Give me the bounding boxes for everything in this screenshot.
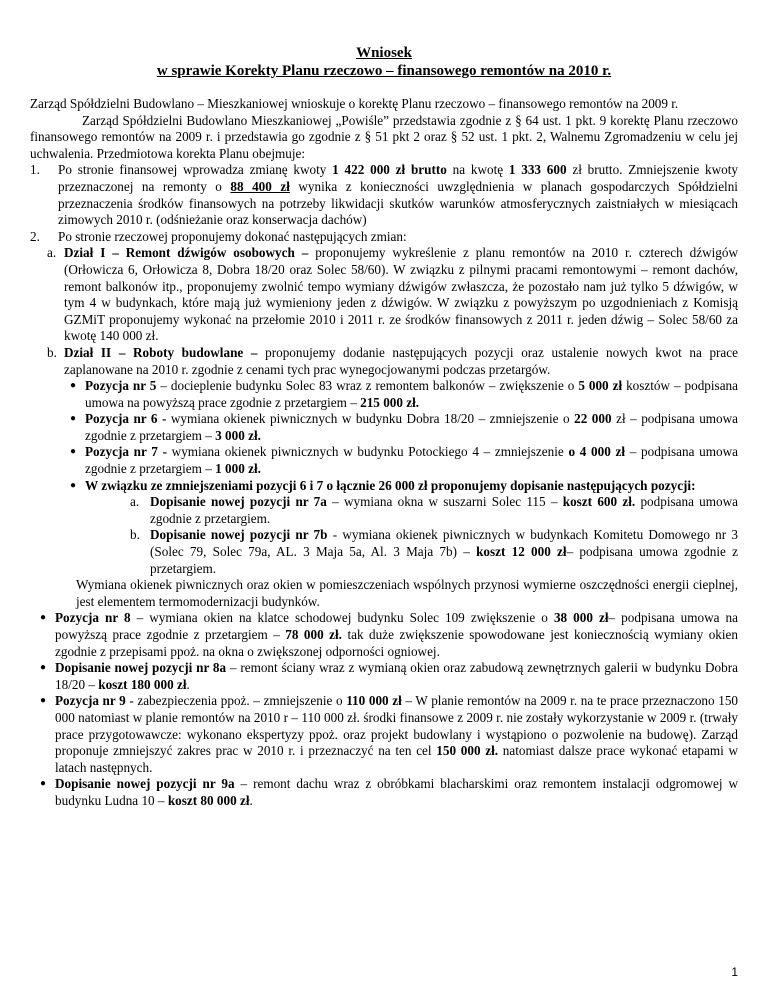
bullet-icon: ● (70, 380, 77, 392)
document-title (0, 44, 768, 80)
intro-paragraph-1: Zarząd Spółdzielni Budowlano – Mieszkaniowej wnioskuje o korektę Planu rzeczowo – finansowego remontów na 2009 r. (30, 96, 679, 111)
bullet-icon: ● (70, 413, 77, 425)
page-number: 1 (731, 965, 738, 979)
sub-item-a: a. Dopisanie nowej pozycji nr 7a – wymiana okna w suszarni Solec 115 – koszt 600 zł. podpisana umowa zgodnie z przetargiem. (130, 494, 739, 526)
bullet-icon: ● (40, 612, 47, 624)
bullet-icon: ● (40, 778, 47, 790)
note-paragraph: Wymiana okienek piwnicznych oraz okien w pomieszczeniach wspólnych przynosi wymierne oszczędności energii cieplnej, jest elementem termomodernizacji budynków. (76, 577, 738, 609)
sub-item-b: b. Dopisanie nowej pozycji nr 7b - wymiana okienek piwnicznych w budynkach Komitetu Domowego nr 3 (Solec 79, Solec 79a, AL. 3 Maja 5a, Al. 3 Maja 7b) – koszt 12 000 zł– podpisana umowa zgodnie z przetargiem. (130, 527, 738, 576)
list-marker: 1. (30, 162, 40, 178)
document-body (30, 96, 738, 810)
list-marker: a. (130, 494, 140, 510)
bullet-item: ● Pozycja nr 6 - wymiana okienek piwnicznych w budynku Dobra 18/20 – zmniejszenie o 22 000 zł – podpisana umowa zgodnie z przetargiem – 3 000 zł. (70, 411, 739, 443)
list-marker: b. (130, 527, 140, 543)
list-marker: b. (47, 344, 57, 360)
bullet-icon: ● (40, 662, 47, 674)
bullet-item: ● Dopisanie nowej pozycji nr 9a – remont dachu wraz z obróbkami blacharskimi oraz remontem instalacji odgromowej w budynku Ludna 10 – koszt 80 000 zł. (40, 776, 739, 808)
bullet-item: ● Pozycja nr 9 - zabezpieczenia ppoż. – zmniejszenie o 110 000 zł – W planie remontów na 2009 r. na te prace przeznaczono 150 000 natomiast w planie remontów na 2010 r – 110 000 zł. środki finansowe z 2009 r. nie zostały wykorzystanie w 2009 r. (trwały prace przygotowawcze: wykonano ekspertyzy ppoż. oraz projekt budowlany i wystąpiono o pozwolenie na budowę). Zarząd proponuje zmniejszyć zakres prac w 2010 r. i przeznaczyć na ten cel 150 000 zł. natomiast dalsze prace wykonać etapami w latach następnych. (40, 693, 739, 775)
list-item-b: b. Dział II – Roboty budowlane – proponujemy dodanie następujących pozycji oraz ustalenie nowych kwot na prace zaplanowane na 2010 r. zgodnie z cenami tych prac wynegocjowanymi podczas przetargów. (47, 344, 738, 377)
bullet-icon: ● (70, 446, 77, 458)
bullet-item: ● Pozycja nr 8 – wymiana okien na klatce schodowej budynku Solec 109 zwiększenie o 38 000 zł– podpisana umowa na powyższą prace zgodnie z przetargiem – 78 000 zł. tak duże zwiększenie spowodowane jest koniecznością wymiany okien zgodnie z przepisami ppoż. na okna o zwiększonej odporności ogniowej. (40, 610, 738, 659)
bullet-icon: ● (70, 479, 77, 491)
list-item-2: 2. Po stronie rzeczowej proponujemy dokonać następujących zmian: (30, 228, 407, 244)
bullet-item: ● Pozycja nr 5 – docieplenie budynku Solec 83 wraz z remontem balkonów – zwiększenie o 5 000 zł kosztów – podpisana umowa na powyższą prace zgodnie z przetargiem – 215 000 zł. (70, 378, 738, 410)
title-line-2: w sprawie Korekty Planu rzeczowo – finansowego remontów na 2010 r. (156, 63, 612, 79)
title-line-1: Wniosek (356, 45, 412, 61)
list-marker: a. (47, 245, 57, 261)
bullet-item: ● W związku ze zmniejszeniami pozycji 6 i 7 o łącznie 26 000 zł proponujemy dopisanie następujących pozycji: (70, 477, 696, 493)
bullet-icon: ● (40, 695, 47, 707)
bullet-item: ● Dopisanie nowej pozycji nr 8a – remont ściany wraz z wymianą okien oraz zabudową zewnętrznych galerii w budynku Dobra 18/20 – koszt 180 000 zł. (40, 660, 738, 692)
bullet-item: ● Pozycja nr 7 - wymiana okienek piwnicznych w budynku Potockiego 4 – zmniejszenie o 4 000 zł – podpisana umowa zgodnie z przetargiem – 1 000 zł. (70, 444, 738, 477)
list-item-1: 1. Po stronie finansowej wprowadza zmianę kwoty 1 422 000 zł brutto na kwotę 1 333 600 zł brutto. Zmniejszenie kwoty przeznaczonej na remonty o 88 400 zł wynika z konieczności uwzględnienia w planach gospodarczych Spółdzielni przeznaczenia środków finansowych na potrzeby likwidacji skutków warunków atmosferycznych zaistniałych w miesiącach zimowych 2010 r. (odśnieżanie oraz konserwacja dachów) (30, 162, 739, 228)
list-item-a: a. Dział I – Remont dźwigów osobowych – proponujemy wykreślenie z planu remontów na 2010 r. czterech dźwigów (Orłowicza 6, Orłowicza 8, Dobra 18/20 oraz Solec 58/60). W związku z pilnymi pracami remontowymi – remont dachów, remont balkonów itp., proponujemy zwolnić tempo wymiany dźwigów zwłaszcza, że pozostało nam już tylko 5 dźwigów, w tym 4 w budynkach, które mają już wymieniony jeden z dźwigów. W związku z powyższym po uzgodnieniach z Komisją GZMiT proponujemy wykonać na przełomie 2010 i 2011 r. ze środków finansowych z 2011 r. jeden dźwig – Solec 58/60 za kwotę 140 000 zł. (47, 245, 738, 344)
intro-paragraph-2: Zarząd Spółdzielni Budowlano Mieszkaniowej „Powiśle” przedstawia zgodnie z § 64 ust. 1 pkt. 9 korektę Planu rzeczowo finansowego remontów na 2009 r. i przedstawia go zgodnie z § 51 pkt 2 oraz § 52 ust. 1 pkt. 2, Walnemu Zgromadzeniu w celu jej uchwalenia. Przedmiotowa korekta Planu obejmuje: (30, 112, 738, 161)
list-marker: 2. (30, 228, 40, 244)
